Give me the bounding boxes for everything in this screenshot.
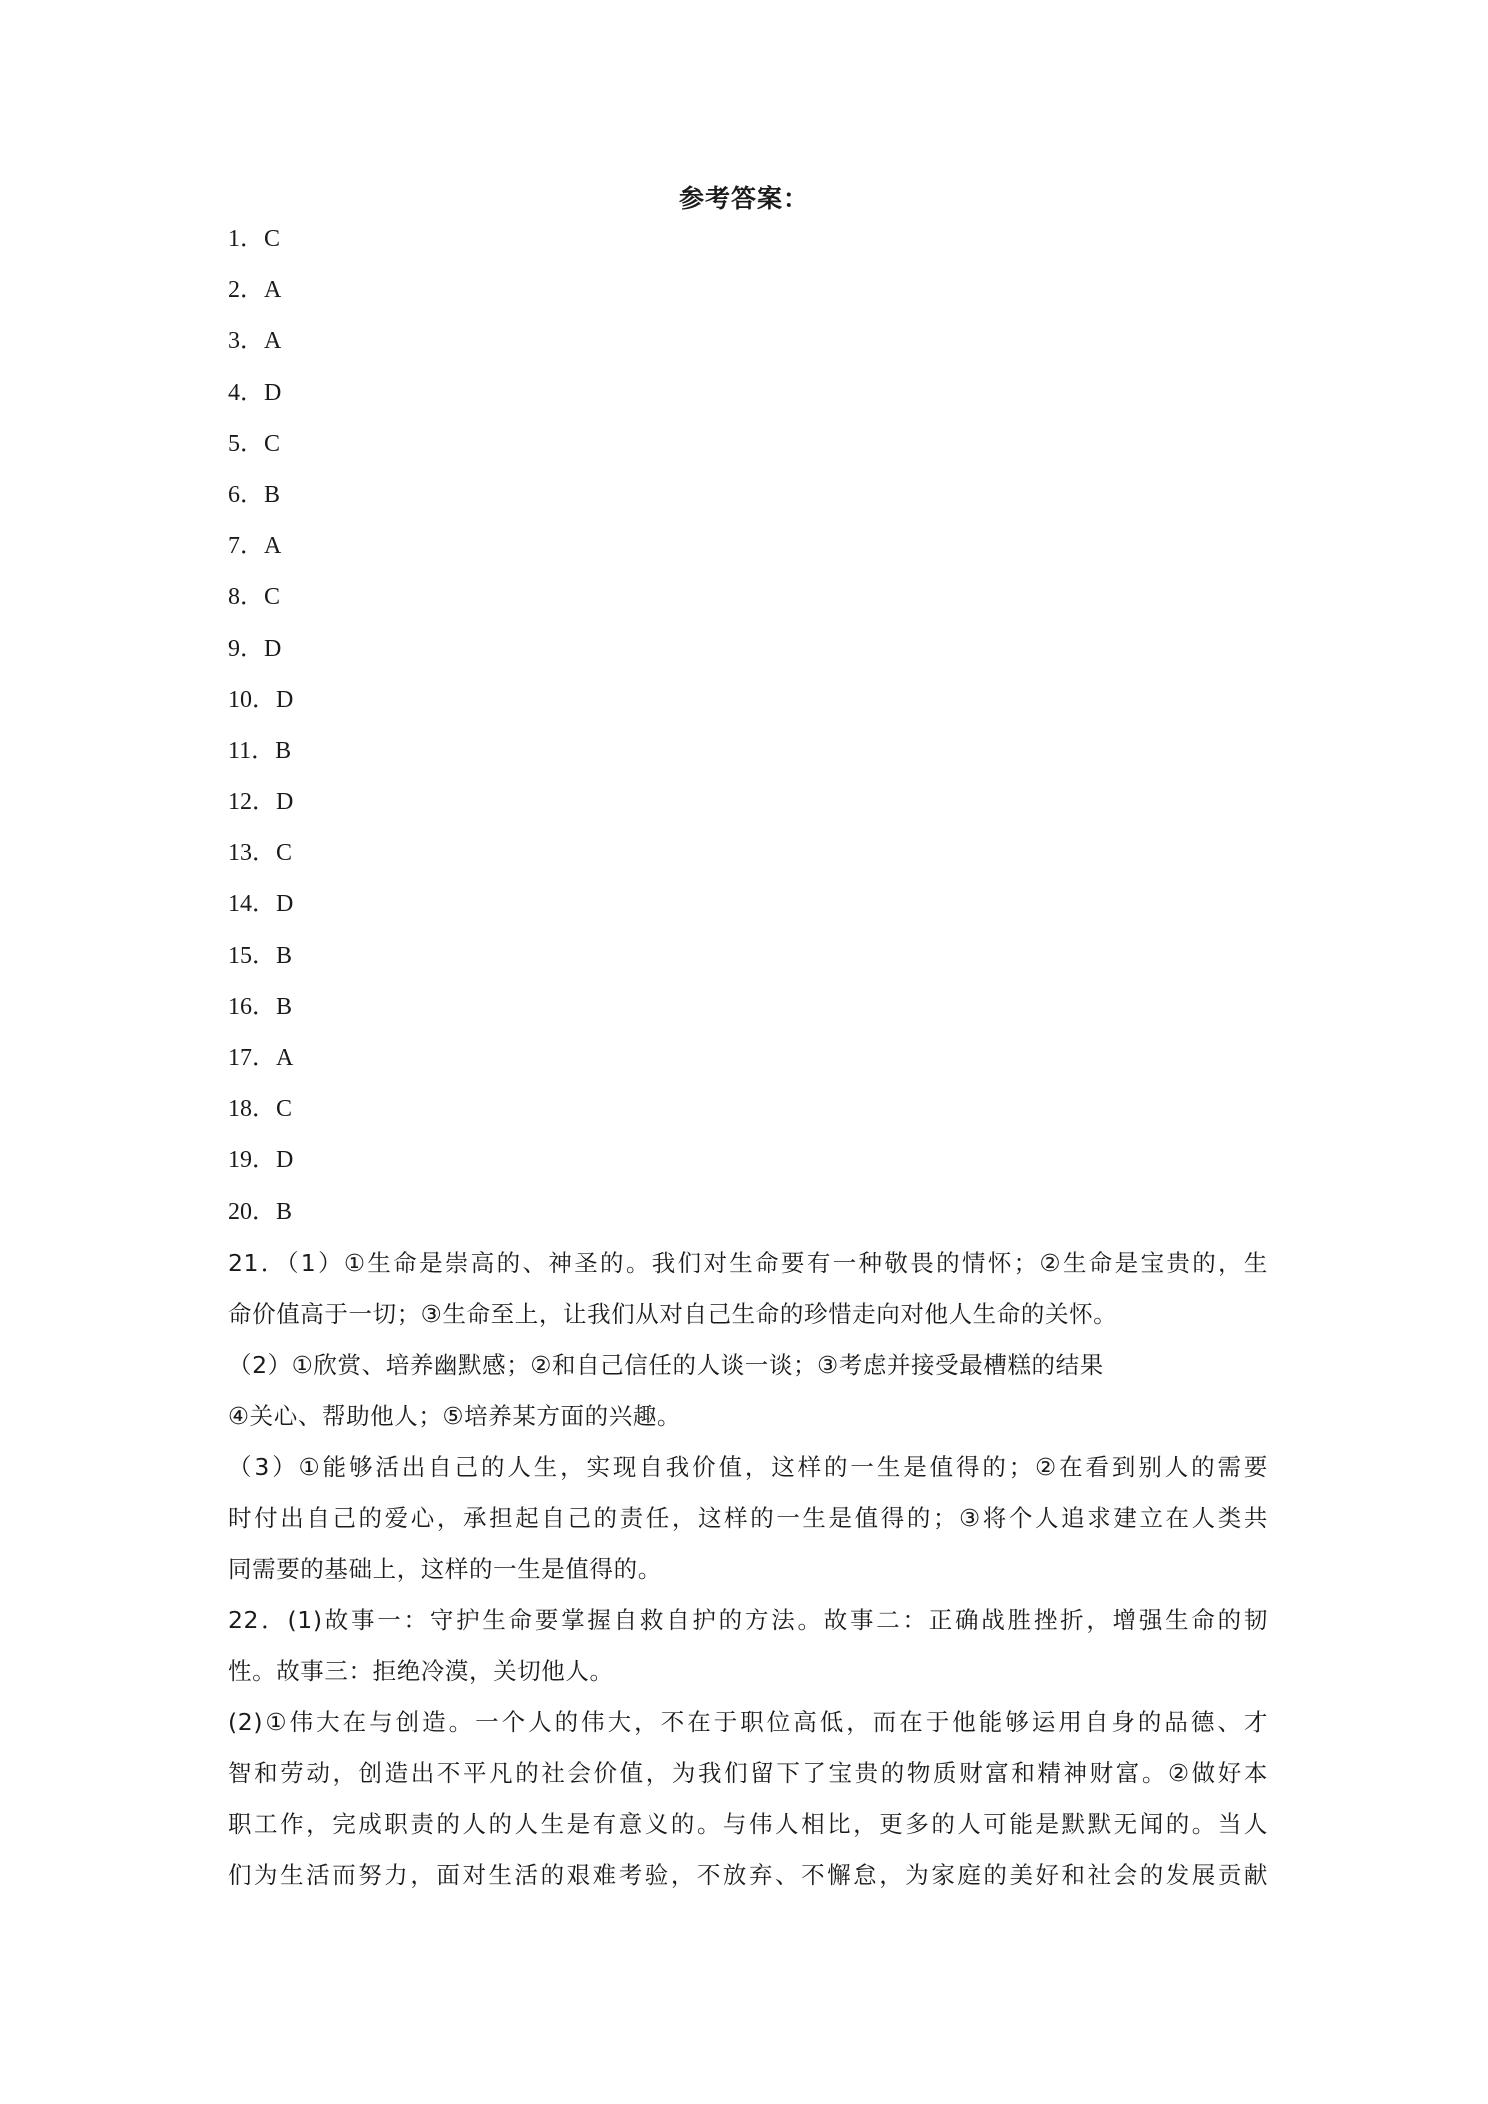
question-22-answer [228, 1595, 1268, 1901]
question-number: 19． [228, 1147, 276, 1174]
answer-choice: A [276, 1045, 294, 1071]
question-number: 7． [228, 533, 264, 560]
answer-item [228, 675, 293, 726]
question-number: 12． [228, 789, 276, 816]
answer-item [228, 265, 293, 316]
answer-item [228, 1033, 293, 1084]
question-number: 6． [228, 481, 264, 508]
question-number: 13． [228, 840, 276, 867]
answer-choice: B [276, 1198, 293, 1225]
answer-choice: D [276, 1147, 294, 1174]
text-line: 职工作，完成职责的人的人生是有意义的。与伟人相比，更多的人可能是默默无闻的。当人 [228, 1810, 1268, 1838]
answer-item [228, 828, 293, 879]
text-line: 们为生活而努力，面对生活的艰难考验，不放弃、不懈怠，为家庭的美好和社会的发展贡献 [228, 1861, 1268, 1889]
answer-choice: B [276, 942, 293, 969]
answer-item [228, 419, 293, 470]
answer-item [228, 1084, 293, 1135]
q21-part2 [228, 1340, 1268, 1442]
answer-item [228, 624, 293, 675]
answer-choice: C [264, 226, 281, 252]
text-line: （2）①欣赏、培养幽默感；②和自己信任的人谈一谈；③考虑并接受最槽糕的结果 [228, 1351, 1104, 1379]
text-line: 时付出自己的爱心，承担起自己的责任，这样的一生是值得的；③将个人追求建立在人类共 [228, 1504, 1268, 1532]
question-number: 5． [228, 430, 264, 457]
question-number: 17． [228, 1045, 276, 1071]
question-number: 18． [228, 1096, 276, 1123]
answer-item [228, 777, 293, 828]
answer-item [228, 931, 293, 982]
answer-item [228, 368, 293, 419]
answer-item [228, 316, 293, 367]
question-number: 11． [228, 737, 276, 764]
answer-choice: C [276, 840, 293, 867]
answer-choice: D [276, 686, 294, 713]
answer-choice: C [276, 1096, 293, 1123]
answer-choice: A [264, 328, 282, 355]
text-line: (2)①伟大在与创造。一个人的伟大，不在于职位高低，而在于他能够运用自身的品德、才 [228, 1708, 1268, 1736]
q22-part2 [228, 1697, 1268, 1901]
answer-item [228, 1135, 293, 1186]
answer-choice: D [276, 789, 294, 816]
text-line: 22．(1)故事一：守护生命要掌握自救自护的方法。故事二：正确战胜挫折，增强生命的韧 [228, 1606, 1268, 1634]
answer-choice: A [264, 277, 282, 304]
answer-item [228, 572, 293, 623]
answer-item [228, 982, 293, 1033]
answer-choice: C [264, 430, 281, 457]
text-line: 命价值高于一切；③生命至上，让我们从对自己生命的珍惜走向对他人生命的关怀。 [228, 1300, 1118, 1328]
answer-choice: D [264, 635, 282, 662]
text-line: ④关心、帮助他人；⑤培养某方面的兴趣。 [228, 1402, 682, 1430]
answer-choice: B [275, 737, 292, 764]
q22-part1 [228, 1595, 1268, 1697]
answer-choice: C [264, 584, 281, 611]
question-number: 20． [228, 1198, 276, 1225]
question-21-answer [228, 1238, 1268, 1595]
answer-item [228, 879, 293, 930]
answer-choice: D [264, 379, 282, 406]
answer-item [228, 214, 293, 265]
text-line: 性。故事三：拒绝冷漠，关切他人。 [228, 1657, 614, 1685]
question-number: 9． [228, 635, 264, 662]
question-number: 10． [228, 686, 276, 713]
question-number: 16． [228, 993, 276, 1020]
question-number: 2． [228, 277, 264, 304]
answer-item [228, 1187, 293, 1238]
question-number: 14． [228, 891, 276, 918]
text-line: （3）①能够活出自己的人生，实现自我价值，这样的一生是值得的；②在看到别人的需要 [228, 1453, 1268, 1481]
question-number: 4． [228, 379, 264, 406]
question-number: 15． [228, 942, 276, 969]
text-line: 21．（1）①生命是崇高的、神圣的。我们对生命要有一种敬畏的情怀；②生命是宝贵的，生 [228, 1249, 1268, 1277]
answer-item [228, 470, 293, 521]
answer-choice: B [264, 481, 281, 508]
page-title: 参考答案： [678, 184, 809, 213]
answer-choice: B [276, 993, 293, 1020]
answer-item [228, 726, 293, 777]
q21-part3 [228, 1442, 1268, 1595]
question-number: 1． [228, 226, 264, 252]
text-line: 同需要的基础上，这样的一生是值得的。 [228, 1555, 662, 1583]
text-line: 智和劳动，创造出不平凡的社会价值，为我们留下了宝贵的物质财富和精神财富。②做好本 [228, 1759, 1268, 1787]
answer-choice: D [276, 891, 294, 918]
answer-item [228, 521, 293, 572]
question-number: 3． [228, 328, 264, 355]
answer-choice: A [264, 533, 282, 560]
question-number: 8． [228, 584, 264, 611]
q21-part1 [228, 1238, 1268, 1340]
answer-list [228, 214, 293, 1238]
